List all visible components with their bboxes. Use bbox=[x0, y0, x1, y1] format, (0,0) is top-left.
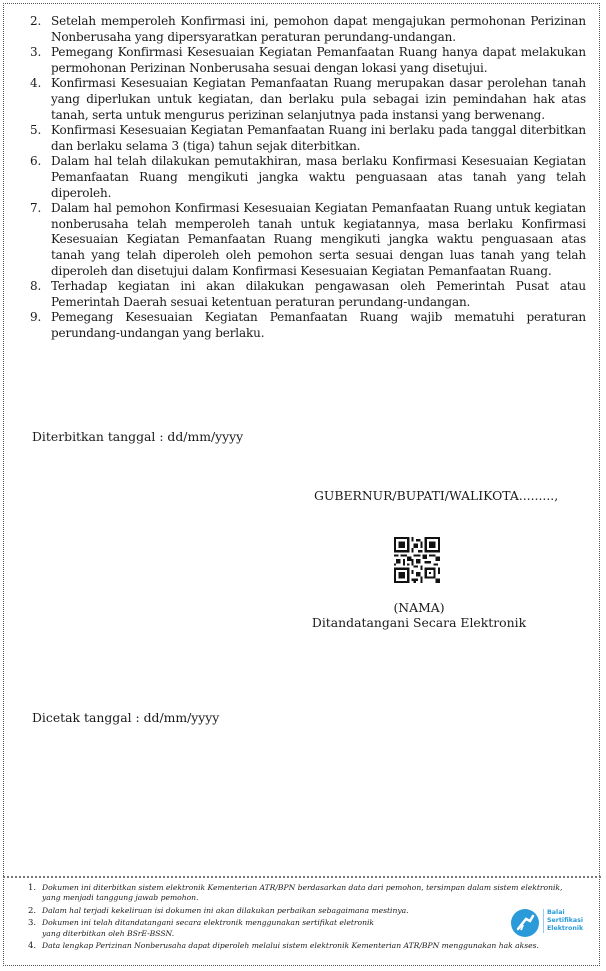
term-item bbox=[30, 76, 586, 123]
bsre-line-2: Sertifikasi bbox=[547, 917, 584, 924]
term-text: Konfirmasi Kesesuaian Kegiatan Pemanfaatan Ruang ini berlaku pada tanggal diterbitkan dan berlaku selama 3 (tiga) tahun sejak diterbitkan. bbox=[51, 123, 586, 153]
printed-date: Dicetak tanggal : dd/mm/yyyy bbox=[32, 710, 220, 725]
footnote-number: 4. bbox=[28, 941, 37, 952]
footer-divider bbox=[3, 876, 601, 878]
term-number: 7. bbox=[30, 201, 42, 216]
issued-date: Diterbitkan tanggal : dd/mm/yyyy bbox=[32, 429, 244, 444]
term-text: Pemegang Kesesuaian Kegiatan Pemanfaatan Ruang wajib mematuhi peraturan perundang-undangan yang berlaku. bbox=[51, 310, 586, 340]
term-number: 5. bbox=[30, 123, 42, 138]
term-number: 8. bbox=[30, 279, 42, 294]
footnote-number: 1. bbox=[28, 883, 37, 893]
term-text: Terhadap kegiatan ini akan dilakukan pengawasan oleh Pemerintah Pusat atau Pemerintah Daerah sesuai ketentuan peraturan perundang-undangan. bbox=[51, 279, 586, 309]
bsre-line-1: Balai bbox=[547, 909, 565, 916]
term-number: 2. bbox=[30, 14, 42, 28]
footnote-item bbox=[28, 918, 392, 939]
bsre-logo bbox=[507, 902, 597, 942]
footnotes-list bbox=[28, 883, 568, 951]
term-item bbox=[30, 45, 586, 76]
term-item bbox=[30, 310, 586, 341]
bsre-line-3: Elektronik bbox=[547, 925, 584, 932]
term-item bbox=[30, 123, 586, 154]
term-text: Konfirmasi Kesesuaian Kegiatan Pemanfaatan Ruang merupakan dasar perolehan tanah yang diperlukan untuk kegiatan, dan berlaku pula sebagai izin pemindahan hak atas tanah, serta untuk mengurus perizinan selanjutnya pada instansi yang berwenang. bbox=[51, 76, 586, 122]
footnote-text: Data lengkap Perizinan Nonberusaha dapat diperoleh melalui sistem elektronik Kementerian ATR/BPN menggunakan hak akses. bbox=[42, 941, 539, 951]
term-text: Pemegang Konfirmasi Kesesuaian Kegiatan Pemanfaatan Ruang hanya dapat melakukan permohonan Perizinan Nonberusaha sesuai dengan lokasi yang disetujui. bbox=[51, 45, 586, 75]
e-signature-note: Ditandatangani Secara Elektronik bbox=[311, 615, 527, 630]
footnote-item bbox=[28, 941, 568, 951]
bsre-logo-text bbox=[543, 909, 583, 933]
terms-list bbox=[30, 14, 586, 341]
bsre-emblem-icon bbox=[509, 907, 541, 939]
term-item bbox=[30, 279, 586, 310]
term-text: Dalam hal pemohon Konfirmasi Kesesuaian Kegiatan Pemanfaatan Ruang untuk kegiatan nonberusaha telah memperoleh tanah untuk kegiatannya, masa berlaku Konfirmasi Kesesuaian Kegiatan Pemanfaatan Ruang mengikuti jangka waktu penguasaan atas tanah yang telah diperoleh oleh pemohon serta sesuai dengan luas tanah yang telah diperoleh dan disetujui dalam Konfirmasi Kesesuaian Kegiatan Pemanfaatan Ruang. bbox=[51, 201, 586, 278]
term-item bbox=[30, 201, 586, 279]
footnote-text: Dokumen ini diterbitkan sistem elektronik Kementerian ATR/BPN berdasarkan data dari pemohon, tersimpan dalam sistem elektronik, yang menjadi tanggung jawab pemohon. bbox=[42, 883, 563, 903]
qr-code-icon bbox=[394, 537, 440, 583]
term-item bbox=[30, 154, 586, 201]
term-text: Setelah memperoleh Konfirmasi ini, pemohon dapat mengajukan permohonan Perizinan Nonberusaha yang dipersyaratkan peraturan perundang-undangan. bbox=[51, 14, 586, 44]
term-number: 3. bbox=[30, 45, 42, 60]
term-number: 6. bbox=[30, 154, 42, 169]
signatory-title: GUBERNUR/BUPATI/WALIKOTA........., bbox=[314, 488, 559, 503]
signatory-name: (NAMA) bbox=[393, 600, 445, 615]
term-number: 9. bbox=[30, 310, 42, 325]
footnote-item bbox=[28, 906, 568, 916]
footnote-number: 3. bbox=[28, 918, 37, 929]
document-page bbox=[3, 3, 600, 966]
term-number: 4. bbox=[30, 76, 42, 91]
footnote-number: 2. bbox=[28, 905, 37, 916]
term-text: Dalam hal telah dilakukan pemutakhiran, masa berlaku Konfirmasi Kesesuaian Kegiatan Pemanfaatan Ruang mengikuti jangka waktu penguasaan atas tanah yang telah diperoleh. bbox=[51, 154, 586, 200]
footnote-text: Dalam hal terjadi kekeliruan isi dokumen ini akan dilakukan perbaikan sebagaimana mestinya. bbox=[42, 905, 409, 915]
footnote-text: Dokumen ini telah ditandatangani secara elektronik menggunakan sertifikat eletronik yang diterbitkan oleh BSrE-BSSN. bbox=[42, 918, 375, 938]
term-item bbox=[30, 14, 586, 45]
footnote-item bbox=[28, 883, 568, 904]
